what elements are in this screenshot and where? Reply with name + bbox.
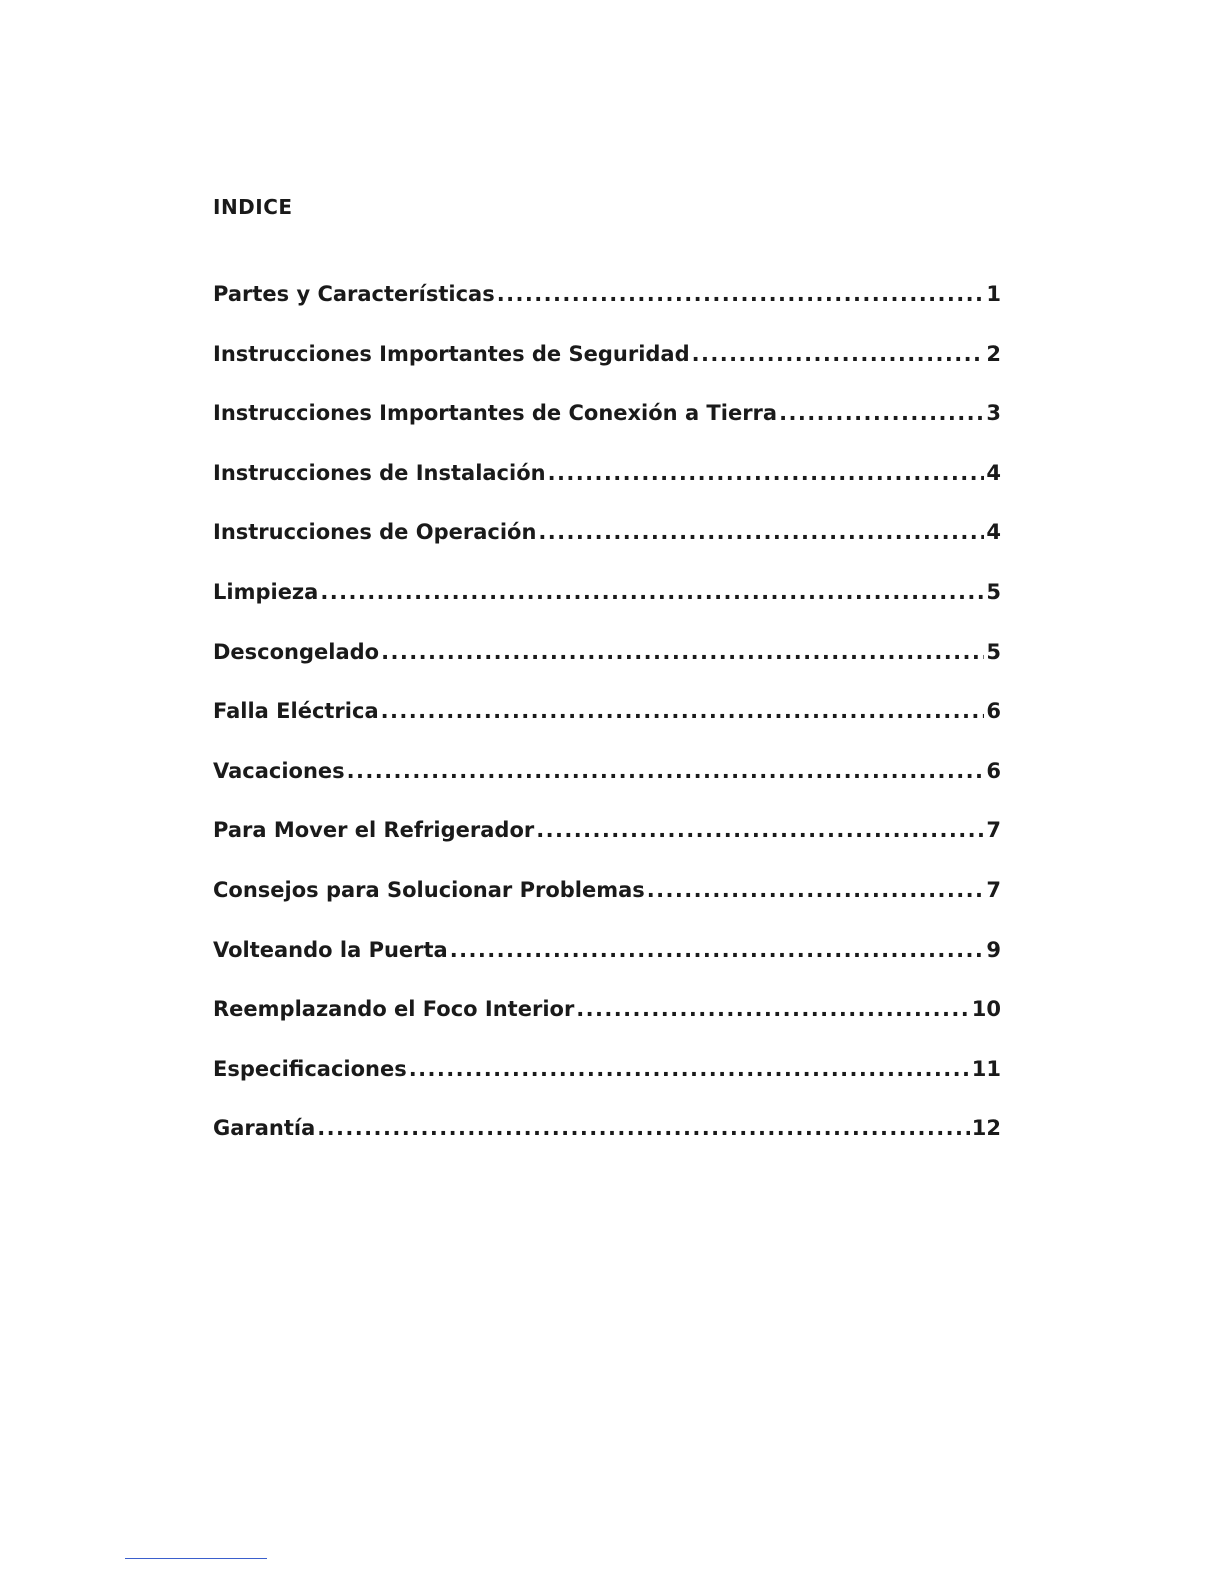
toc-entry-label: Vacaciones: [213, 758, 345, 783]
toc-entry[interactable]: [213, 520, 1001, 580]
toc-entry-label: Instrucciones Importantes de Seguridad: [213, 341, 690, 366]
toc-entry-page: 2: [986, 341, 1001, 366]
toc-dot-leader: [409, 1057, 970, 1081]
toc-dot-leader: [779, 401, 984, 425]
toc-entry-label: Volteando la Puerta: [213, 937, 448, 962]
toc-entry-page: 7: [986, 818, 1001, 843]
toc-dot-leader: [576, 997, 969, 1021]
toc-entry-label: Limpieza: [213, 579, 319, 604]
toc-dot-leader: [381, 640, 984, 664]
toc-dot-leader: [497, 282, 985, 306]
toc-entry-page: 11: [971, 1056, 1001, 1081]
toc-entry[interactable]: [213, 461, 1001, 521]
toc-dot-leader: [647, 878, 985, 902]
toc-dot-leader: [548, 461, 985, 485]
toc-entry[interactable]: [213, 580, 1001, 640]
toc-entry-page: 9: [986, 937, 1001, 962]
toc-entry-page: 1: [986, 282, 1001, 306]
toc-dot-leader: [692, 342, 985, 366]
toc-entry[interactable]: [213, 699, 1001, 759]
toc-entry-page: 4: [986, 460, 1001, 485]
toc-entry[interactable]: [213, 938, 1001, 998]
toc-dot-leader: [450, 938, 985, 962]
toc-entry-label: Garantía: [213, 1116, 316, 1141]
toc-entry[interactable]: [213, 1116, 1001, 1176]
toc-entry-page: 6: [986, 758, 1001, 783]
toc-title: INDICE: [213, 195, 293, 219]
toc-entry-label: Reemplazando el Foco Interior: [213, 997, 575, 1022]
toc-entry-page: 3: [986, 401, 1001, 426]
toc-entry-label: Descongelado: [213, 639, 380, 664]
toc-entry-label: Instrucciones de Instalación: [213, 460, 546, 485]
toc-entry-page: 5: [986, 579, 1001, 604]
toc-entry[interactable]: [213, 759, 1001, 819]
toc-dot-leader: [381, 699, 985, 723]
footnote-divider: [125, 1558, 267, 1559]
toc-entry[interactable]: [213, 640, 1001, 700]
toc-entry-page: 4: [986, 520, 1001, 545]
toc-entry-page: 5: [986, 639, 1001, 664]
toc-entry[interactable]: [213, 342, 1001, 402]
toc-entry-page: 10: [971, 997, 1001, 1022]
toc-entry-page: 6: [986, 699, 1001, 724]
toc-entry[interactable]: [213, 401, 1001, 461]
toc-entry[interactable]: [213, 878, 1001, 938]
toc-entry-label: Instrucciones de Operación: [213, 520, 537, 545]
toc-entry-label: Instrucciones Importantes de Conexión a Tierra: [213, 401, 778, 426]
toc-entry[interactable]: [213, 818, 1001, 878]
toc-entry-page: 12: [971, 1116, 1001, 1141]
toc-entry-label: Falla Eléctrica: [213, 699, 379, 724]
toc-entry-page: 7: [986, 877, 1001, 902]
toc-entry-label: Especificaciones: [213, 1056, 407, 1081]
toc-entry-label: Partes y Características: [213, 282, 495, 306]
table-of-contents: [213, 282, 1001, 1176]
toc-dot-leader: [538, 520, 984, 544]
toc-entry-label: Consejos para Solucionar Problemas: [213, 877, 645, 902]
toc-entry-label: Para Mover el Refrigerador: [213, 818, 535, 843]
toc-entry[interactable]: [213, 1057, 1001, 1117]
toc-entry[interactable]: [213, 282, 1001, 342]
toc-dot-leader: [347, 759, 985, 783]
toc-dot-leader: [320, 580, 984, 604]
toc-entry[interactable]: [213, 997, 1001, 1057]
toc-dot-leader: [317, 1116, 969, 1140]
toc-dot-leader: [536, 818, 984, 842]
